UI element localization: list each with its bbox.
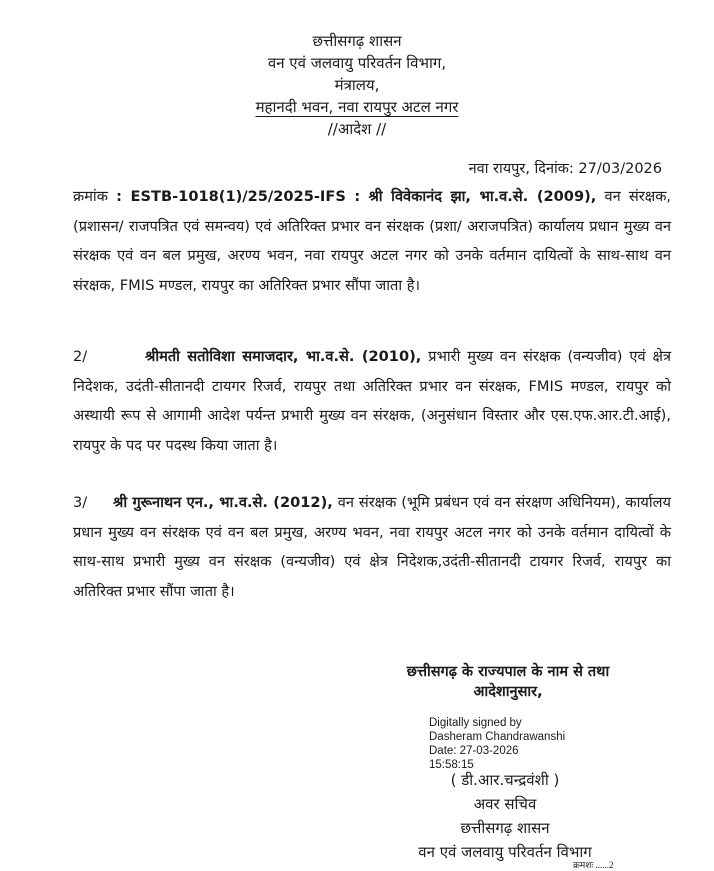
paragraph-number-2: 2/ xyxy=(73,348,88,365)
paragraph-3-text: वन संरक्षक (भूमि प्रबंधन एवं वन संरक्षण अधिनियम), कार्यालय प्रधान मुख्य वन संरक्षक एवं वन बल प्रमुख, अरण्य भवन, नवा रायपुर अटल नगर को उनके वर्तमान दायित्वों के साथ-साथ प्रभारी मुख्य वन संरक्षक (वन्यजीव) एवं क्षेत्र निदेशक,उदंती-सीतानदी टायगर रिजर्व, रायपुर का अतिरिक्त प्रभार सौंपा जाता है। xyxy=(73,494,671,600)
signatory-block xyxy=(380,768,630,864)
paragraph-number-3: 3/ xyxy=(73,494,88,511)
digital-signature-label: Digitally signed by xyxy=(429,717,522,729)
department-name: वन एवं जलवायु परिवर्तन विभाग, xyxy=(267,54,447,72)
govt-name: छत्तीसगढ़ शासन xyxy=(312,32,402,50)
signature-date: Date: 27-03-2026 xyxy=(429,745,519,757)
order-paragraph-3 xyxy=(73,488,671,606)
order-date: नवा रायपुर, दिनांक: 27/03/2026 xyxy=(468,161,662,177)
order-number-label: क्रमांक xyxy=(73,188,108,205)
authority-block xyxy=(368,662,648,702)
signatory-org-2: वन एवं जलवायु परिवर्तन विभाग xyxy=(418,843,592,861)
paragraph-2-text: प्रभारी मुख्य वन संरक्षक (वन्यजीव) एवं क्षेत्र निदेशक, उदंती-सीतानदी टायगर रिजर्व, रायपुर तथा अतिरिक्त प्रभार वन संरक्षक, FMIS मण्डल, रायपुर को अस्थायी रूप से आगामी आदेश पर्यन्त प्रभारी मुख्य वन संरक्षक, (अनुसंधान विस्तार और एस.एफ.आर.टी.आई), रायपुर के पद पर पदस्थ किया जाता है। xyxy=(73,348,672,454)
signer-name: Dasheram Chandrawanshi xyxy=(429,731,566,743)
signatory-name: ( डी.आर.चन्द्रवंशी ) xyxy=(450,771,560,789)
paragraph-1-text: वन संरक्षक, (प्रशासन/ राजपत्रित एवं समन्वय) एवं अतिरिक्त प्रभार वन संरक्षक (प्रशा/ अराजपत्रित) कार्यालय प्रधान मुख्य वन संरक्षक एवं वन बल प्रमुख, अरण्य भवन, नवा रायपुर अटल नगर को उनके वर्तमान दायित्वों के साथ-साथ वन संरक्षक, FMIS मण्डल, रायपुर का अतिरिक्त प्रभार सौंपा जाता है। xyxy=(73,188,672,294)
signature-time: 15:58:15 xyxy=(429,759,474,771)
signatory-org-1: छत्तीसगढ़ शासन xyxy=(460,819,550,837)
digital-signature xyxy=(429,716,565,772)
continued-marker: क्रमशः ......2 xyxy=(573,860,614,870)
ministry-label: मंत्रालय, xyxy=(334,76,380,94)
authority-line-1: छत्तीसगढ़ के राज्यपाल के नाम से तथा xyxy=(406,664,610,680)
order-heading: //आदेश // xyxy=(327,120,387,138)
order-number: : ESTB-1018(1)/25/2025-IFS : xyxy=(116,188,361,205)
signatory-designation: अवर सचिव xyxy=(473,795,537,813)
officer-name-1: श्री विवेकानंद झा, भा.व.से. (2009), xyxy=(368,188,597,205)
office-address: महानदी भवन, नवा रायपुर अटल नगर xyxy=(255,98,459,116)
authority-line-2: आदेशानुसार, xyxy=(473,684,543,700)
letterhead xyxy=(0,30,714,140)
order-paragraph-1 xyxy=(73,182,671,300)
order-paragraph-2 xyxy=(73,342,671,460)
officer-name-2: श्रीमती सतोविशा समाजदार, भा.व.से. (2010), xyxy=(145,348,422,365)
officer-name-3: श्री गुरूनाथन एन., भा.व.से. (2012), xyxy=(113,494,333,511)
